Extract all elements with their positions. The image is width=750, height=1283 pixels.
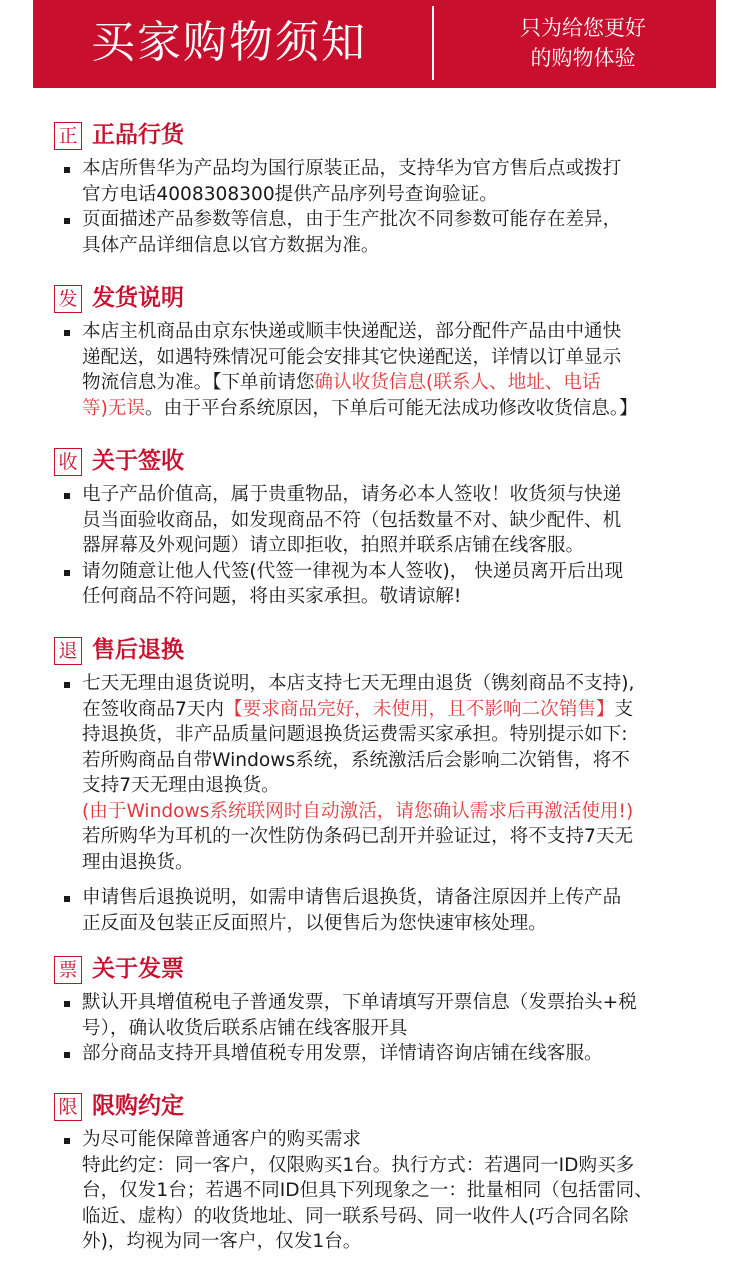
- list-item: [54, 1127, 704, 1255]
- bullet-icon: [64, 493, 70, 499]
- header-banner: [33, 0, 716, 88]
- text-line: 临近、虚构）的收货地址、同一联系号码、同一收件人(巧合同名除: [82, 1205, 629, 1227]
- text-line: 持退换货，非产品质量问题退换货运费需买家承担。特别提示如下:: [82, 724, 628, 745]
- bullet-icon: [64, 218, 70, 224]
- section-invoice: [54, 956, 704, 1067]
- section-header: [54, 122, 704, 156]
- list-item: [54, 1041, 704, 1067]
- header-subtitle-line: 只为给您更好: [520, 16, 646, 40]
- text-line: 页面描述产品参数等信息，由于生产批次不同参数可能存在差异，: [82, 209, 622, 230]
- list-item: [54, 671, 704, 875]
- highlight-text: (由于Windows系统联网时自动激活，请您确认需求后再激活使用!): [82, 800, 634, 822]
- section-badge: 限: [54, 1093, 82, 1121]
- section-header: [54, 285, 704, 319]
- highlight-text: 确认收货信息(联系人、地址、电话: [314, 372, 601, 393]
- highlight-text: 等)无误: [82, 397, 146, 419]
- text-line: 支持7天无理由退换货。: [82, 775, 280, 796]
- text-line: 本店所售华为产品均为国行原装正品，支持华为官方售后点或拨打: [82, 158, 622, 179]
- section-signing: [54, 448, 704, 610]
- text-line: [82, 396, 704, 422]
- text-line: 任何商品不符问题，将由买家承担。敬请谅解!: [82, 586, 462, 607]
- section-header: [54, 448, 704, 482]
- page-title: 买家购物须知: [91, 17, 367, 68]
- section-genuine: [54, 122, 704, 258]
- header-divider: [432, 6, 434, 80]
- header-subtitle: [483, 13, 683, 73]
- list-item: [54, 319, 704, 421]
- section-title: 正品行货: [92, 122, 184, 148]
- section-header: [54, 1093, 704, 1127]
- section-title: 售后退换: [92, 637, 184, 663]
- text-line: 员当面验收商品，如发现商品不符（包括数量不对、缺少配件、机: [82, 509, 622, 531]
- bullet-icon: [64, 682, 70, 688]
- text-line: 号），确认收货后联系店铺在线客服开具: [82, 1017, 408, 1039]
- section-title: 关于签收: [92, 448, 184, 474]
- list-item: [54, 156, 704, 207]
- section-title: 限购约定: [92, 1093, 184, 1119]
- list-item: [54, 207, 704, 258]
- text-line: 申请售后退换说明，如需申请售后退换货，请备注原因并上传产品: [82, 887, 622, 908]
- text-line: 官方电话4008308300提供产品序列号查询验证。: [82, 183, 498, 205]
- bullet-icon: [64, 1001, 70, 1007]
- text-line: 电子产品价值高，属于贵重物品，请务必本人签收！收货须与快递: [82, 484, 622, 505]
- section-badge: 票: [54, 956, 82, 984]
- list-item: [54, 559, 704, 610]
- bullet-icon: [64, 896, 70, 902]
- text-segment: 支: [614, 698, 634, 720]
- bullet-icon: [64, 570, 70, 576]
- text-line: 若所购华为耳机的一次性防伪条码已刮开并验证过，将不支持7天无: [82, 826, 634, 847]
- text-line: 本店主机商品由京东快递或顺丰快递配送，部分配件产品由中通快: [82, 321, 622, 342]
- text-segment: 在签收商品7天内: [82, 698, 224, 720]
- bullet-icon: [64, 1052, 70, 1058]
- section-header: [54, 637, 704, 671]
- text-line: 外)，均视为同一客户，仅发1台。: [82, 1231, 362, 1252]
- text-line: 器屏幕及外观问题）请立即拒收，拍照并联系店铺在线客服。: [82, 535, 585, 556]
- highlight-text: 【要求商品完好，未使用，且不影响二次销售】: [224, 698, 615, 720]
- text-line: 具体产品详细信息以官方数据为准。: [82, 234, 380, 256]
- text-line: 默认开具增值税电子普通发票，下单请填写开票信息（发票抬头+税: [82, 992, 637, 1013]
- text-line: 请勿随意让他人代签(代签一律视为本人签收)， 快递员离开后出现: [82, 560, 624, 582]
- section-badge: 退: [54, 637, 82, 665]
- section-purchase-limit: [54, 1093, 704, 1255]
- section-title: 关于发票: [92, 956, 184, 982]
- section-badge: 正: [54, 122, 82, 150]
- bullet-icon: [64, 167, 70, 173]
- list-item: [54, 482, 704, 559]
- text-segment: 物流信息为准。【下单前请您: [82, 372, 315, 393]
- section-badge: 收: [54, 448, 82, 476]
- text-segment: 。由于平台系统原因，下单后可能无法成功修改收货信息。】: [145, 397, 638, 419]
- text-line: 理由退换货。: [82, 851, 194, 873]
- text-line: [82, 370, 704, 396]
- text-line: 递配送，如遇特殊情况可能会安排其它快递配送，详情以订单显示: [82, 346, 622, 368]
- section-header: [54, 956, 704, 990]
- header-subtitle-line: 的购物体验: [530, 46, 636, 70]
- section-title: 发货说明: [92, 285, 184, 311]
- text-line: 部分商品支持开具增值税专用发票，详情请咨询店铺在线客服。: [82, 1043, 603, 1064]
- list-item: [54, 990, 704, 1041]
- list-item: [54, 885, 704, 936]
- bullet-icon: [64, 1138, 70, 1144]
- text-line: [82, 697, 704, 723]
- text-line: 七天无理由退货说明，本店支持七天无理由退货（镌刻商品不支持),: [82, 673, 635, 694]
- text-line: 台，仅发1台；若遇不同ID但具下列现象之一：批量相同（包括雷同、: [82, 1180, 653, 1201]
- section-shipping: [54, 285, 704, 421]
- section-badge: 发: [54, 285, 82, 313]
- text-line: 为尽可能保障普通客户的购买需求: [82, 1129, 361, 1150]
- text-line: 正反面及包装正反面照片，以便售后为您快速审核处理。: [82, 912, 547, 934]
- section-returns: [54, 637, 704, 936]
- text-line: 特此约定：同一客户，仅限购买1台。执行方式：若遇同一ID购买多: [82, 1154, 635, 1176]
- bullet-icon: [64, 330, 70, 336]
- text-line: 若所购商品自带Windows系统，系统激活后会影响二次销售，将不: [82, 749, 630, 771]
